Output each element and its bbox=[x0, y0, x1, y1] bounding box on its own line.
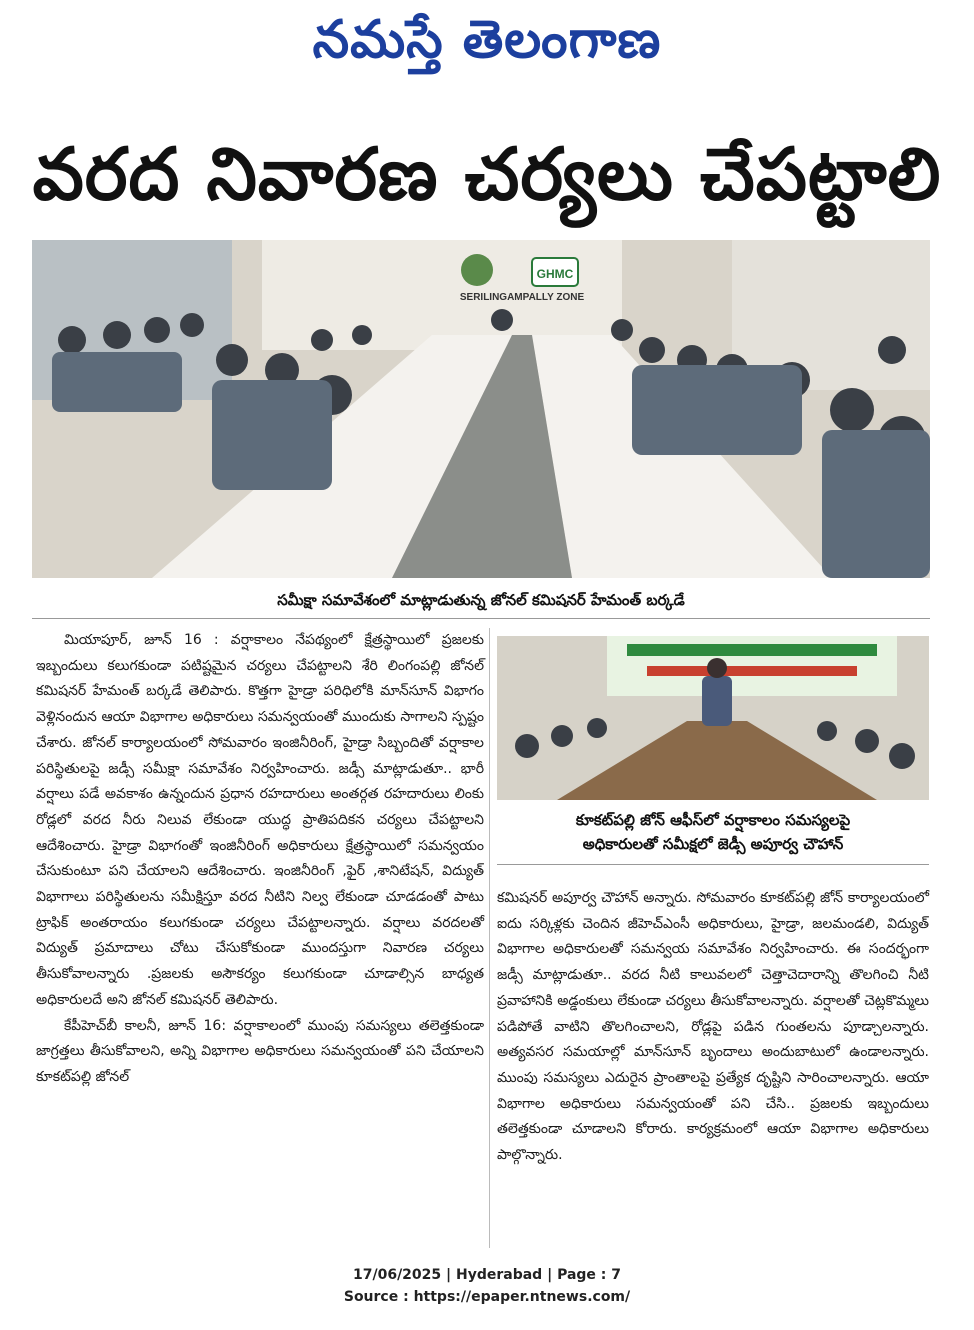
column-divider bbox=[489, 628, 490, 1248]
zone-sign: SERILINGAMPALLY ZONE bbox=[459, 292, 585, 303]
kukatpally-photo-illustration bbox=[497, 636, 929, 800]
headline: వరద నివారణ చర్యలు చేపట్టాలి bbox=[32, 132, 942, 216]
masthead: నమస్తే తెలంగాణ bbox=[312, 9, 662, 70]
article-paragraph: మియాపూర్, జూన్ 16 : వర్షాకాలం నేపథ్యంలో క్షేత్రస్థాయిలో ప్రజలకు ఇబ్బందులు కలుగకుండా పటిష్టమైన చర్యలు చేపట్టాలని శేరి లింగంపల్లి జోనల్ కమిషనర్ హేమంత్ బర్కడే తెలిపారు. కొత్తగా హైడ్రా పరిధిలోకి మాన్‌సూన్ విభాగం వెళ్లినందున ఆయా విభాగాల అధికారులు సమన్వయంతో ముందుకు సాగాలని స్పష్టం చేశారు. జోనల్ కార్యాలయంలో సోమవారం ఇంజినీరింగ్, హైడ్రా సిబ్బందితో వర్షాకాల పరిస్థితులపై జడ్సీ సమీక్షా సమావేశం నిర్వహించారు. జడ్సీ మాట్లాడుతూ.. భారీ వర్షాలు పడే అవకాశం ఉన్నందున ప్రధాన రహదారులు అంతర్గత రహదారులు లింకు రోడ్లలో వరద నీరు నిలువ లేకుండా యుద్ధ ప్రాతిపదికన చర్యలు చేపట్టాలని ఆదేశించారు. హైడ్రా విభాగంతో ఇంజినీరింగ్ అధికారులు క్షేత్రస్థాయిలో సమన్వయం చేసుకుంటూ పని చేయాలని ఆదేశించారు. ఇంజినీరింగ్ ,ఫైర్ ,శానిటేషన్, విద్యుత్ విభాగాలు పరిస్థితులను సమీక్షిస్తూ వరద నీటిని నిల్వ లేకుండా చూడడంతో పాటు ట్రాఫిక్ అంతరాయం కలుగకుండా చర్యలు చేపట్టాలన్నారు. వర్షాలు వరదలతో విద్యుత్ ప్రమాదాలు చోటు చేసుకోకుండా ముందస్తుగా నివారణ చర్యలు తీసుకోవాలన్నారు .ప్రజలకు అసౌకర్యం కలుగకుండా చూడాల్సిన బాధ్యత అధికారులదే అని జోనల్ కమిషనర్ తెలిపారు. bbox=[36, 632, 484, 1008]
ghmc-sign: GHMC bbox=[536, 267, 574, 281]
meeting-photo bbox=[32, 240, 930, 578]
footer-date: 17/06/2025 | Hyderabad | Page : 7 bbox=[352, 1267, 622, 1283]
divider bbox=[497, 864, 929, 865]
article-paragraph: కమిషనర్ అపూర్వ చౌహాన్ అన్నారు. సోమవారం కూకట్‌పల్లి జోన్ కార్యాలయంలో ఐదు సర్కిళ్లకు చెందిన జీహెచ్‌ఎంసీ అధికారులు, హైడ్రా, జలమండలి, విద్యుత్ విభాగాల అధికారులతో సమన్వయ సమావేశం నిర్వహించారు. ఈ సందర్భంగా జడ్సీ మాట్లాడుతూ.. వరద నీటి కాలువలలో చెత్తాచెదారాన్ని తొలగించి నీటి ప్రవాహానికి అడ్డంకులు లేకుండా చర్యలు తీసుకోవాలన్నారు. వర్షాలతో చెట్లకొమ్మలు పడిపోతే వాటిని తొలగించాలని, రోడ్లపై పడిన గుంతలను పూడ్చాలన్నారు. అత్యవసర సమయాల్లో మాన్‌సూన్ బృందాలు అందుబాటులో ఉండాలన్నారు. ముంపు సమస్యలు ఎదురైన ప్రాంతాలపై ప్రత్యేక దృష్టిని సారించాలన్నారు. ఆయా విభాగాల అధికారులు సమన్వయంతో పని చేసి.. ప్రజలకు ఇబ్బందులు తలెత్తకుండా చూడాలని కోరారు. కార్యక్రమంలో ఆయా విభాగాల అధికారులు పాల్గొన్నారు. bbox=[497, 890, 929, 1164]
article-column-2 bbox=[497, 886, 929, 1169]
article-paragraph: కేపీహెచ్‌బీ కాలనీ, జూన్ 16: వర్షాకాలంలో ముంపు సమస్యలు తలెత్తకుండా జాగ్రత్తలు తీసుకోవాలని, అన్ని విభాగాల అధికారులు సమన్వయంతో పని చేయాలని కూకట్‌పల్లి జోనల్ bbox=[36, 1017, 484, 1085]
footer bbox=[0, 1264, 974, 1308]
caption-2-line-2: అధికారులతో సమీక్షలో జెడ్సీ అపూర్వ చౌహాన్ bbox=[582, 835, 844, 853]
footer-source: Source : https://epaper.ntnews.com/ bbox=[343, 1289, 631, 1305]
photo-caption-2 bbox=[497, 808, 929, 856]
meeting-photo-illustration bbox=[32, 240, 930, 578]
telangana-emblem-icon bbox=[461, 254, 493, 286]
photo-caption-1: సమీక్షా సమావేశంలో మాట్లాడుతున్న జోనల్ కమిషనర్ హేమంత్ బర్కడే bbox=[277, 591, 685, 609]
caption-2-line-1: కూకట్‌పల్లి జోన్ ఆఫీస్‌లో వర్షాకాలం సమస్యలపై bbox=[575, 811, 851, 829]
article-column-1 bbox=[36, 628, 484, 1091]
kukatpally-photo bbox=[497, 636, 929, 800]
divider bbox=[32, 618, 930, 619]
